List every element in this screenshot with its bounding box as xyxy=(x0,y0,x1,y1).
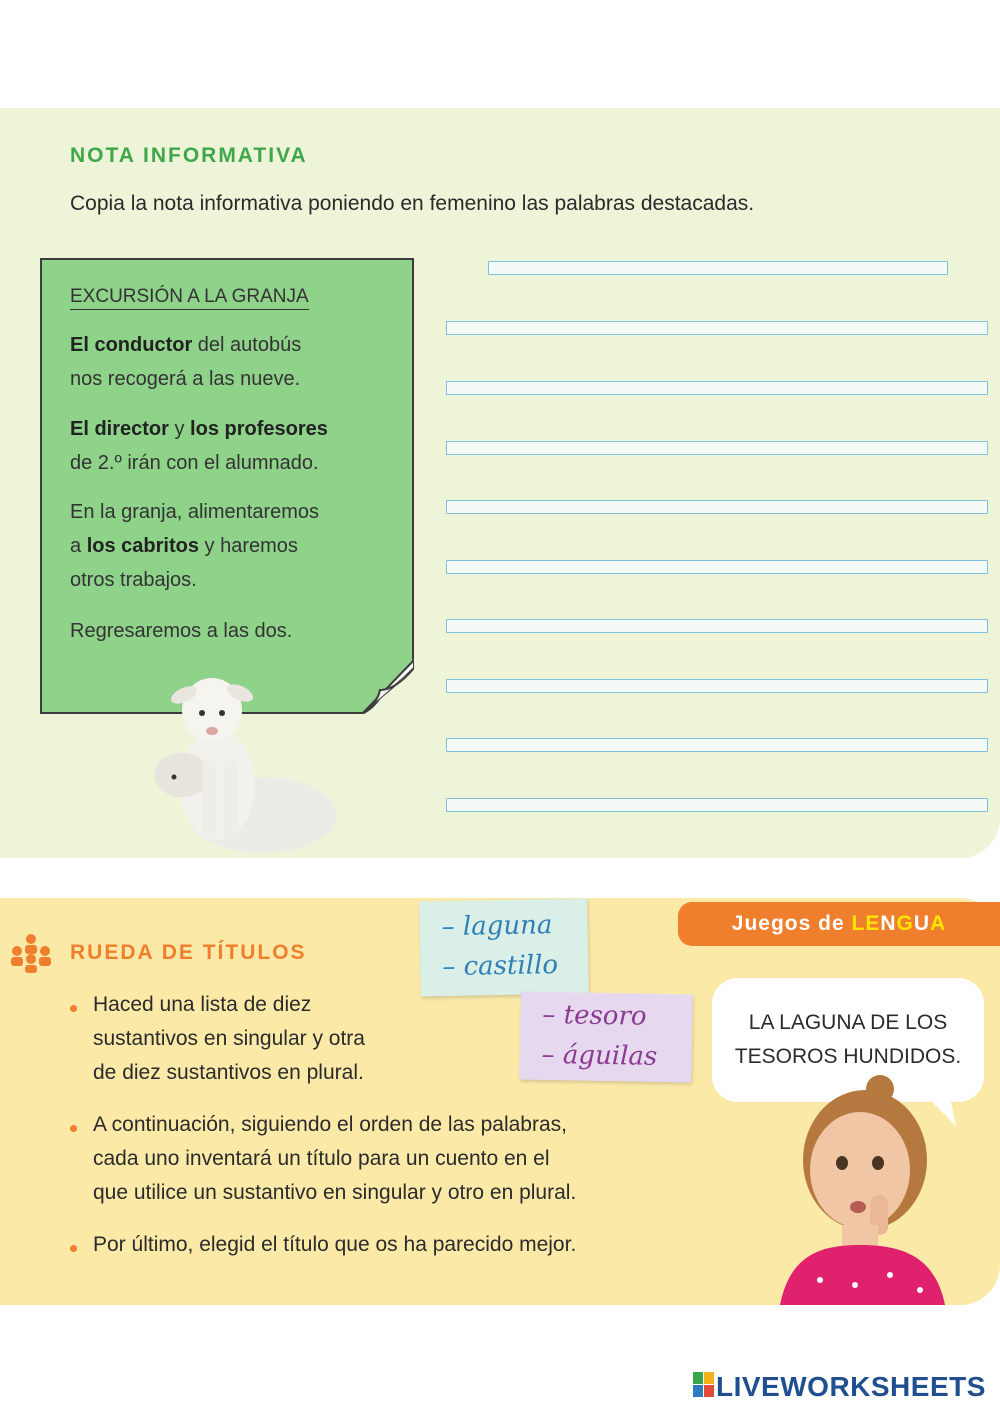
answer-field-9[interactable] xyxy=(446,738,988,752)
answer-field-6[interactable] xyxy=(446,560,988,574)
liveworksheets-logo[interactable]: LIVEWORKSHEETS xyxy=(716,1371,986,1402)
bullet-dot xyxy=(70,1005,77,1012)
juegos-de-lengua-tag: Juegos de LENGUA xyxy=(678,902,1000,946)
section-title: NOTA INFORMATIVA xyxy=(70,144,308,167)
answer-field-1[interactable] xyxy=(488,261,948,275)
word-card-purple: – tesoro – águilas xyxy=(519,992,693,1083)
note-paragraph-2: El director y los profesores de 2.º irán con el alumnado. xyxy=(70,418,328,474)
group-icon xyxy=(8,933,54,973)
answer-field-4[interactable] xyxy=(446,441,988,455)
section-title: RUEDA DE TÍTULOS xyxy=(70,941,307,964)
page-curl-icon xyxy=(362,660,414,714)
answer-field-2[interactable] xyxy=(446,321,988,335)
bullet-dot xyxy=(70,1125,77,1132)
bullet-item-2: A continuación, siguiendo el orden de las palabras, cada uno inventará un título para un cuento en el que utilice un sustantivo en singular y otro en plural. xyxy=(93,1113,577,1204)
speech-bubble-text: LA LAGUNA DE LOS TESOROS HUNDIDOS. xyxy=(734,1011,962,1068)
note-heading: EXCURSIÓN A LA GRANJA xyxy=(70,286,309,310)
bullet-dot xyxy=(70,1245,77,1252)
instruction-text: Copia la nota informativa poniendo en femenino las palabras destacadas. xyxy=(70,192,755,215)
note-paragraph-4: Regresaremos a las dos. xyxy=(70,620,293,642)
bullet-item-3: Por último, elegid el título que os ha parecido mejor. xyxy=(93,1233,577,1256)
answer-field-3[interactable] xyxy=(446,381,988,395)
lambs-image xyxy=(112,665,342,860)
answer-field-8[interactable] xyxy=(446,679,988,693)
highlight-word: El conductor xyxy=(70,334,193,356)
highlight-word: los profesores xyxy=(190,418,328,440)
highlight-word: los cabritos xyxy=(86,535,199,557)
bullet-item-1: Haced una lista de diez sustantivos en singular y otra de diez sustantivos en plural. xyxy=(93,993,365,1084)
answer-field-5[interactable] xyxy=(446,500,988,514)
liveworksheets-logo-icon xyxy=(693,1372,715,1398)
highlight-word: El director xyxy=(70,418,169,440)
girl-thinking-image xyxy=(760,1075,960,1305)
note-paragraph-3: En la granja, alimentaremos a los cabritos y haremos otros trabajos. xyxy=(70,501,320,591)
answer-field-7[interactable] xyxy=(446,619,988,633)
note-paragraph-1: El conductor del autobús nos recogerá a las nueve. xyxy=(70,334,302,390)
word-card-blue: – laguna – castillo xyxy=(419,899,589,997)
answer-field-10[interactable] xyxy=(446,798,988,812)
